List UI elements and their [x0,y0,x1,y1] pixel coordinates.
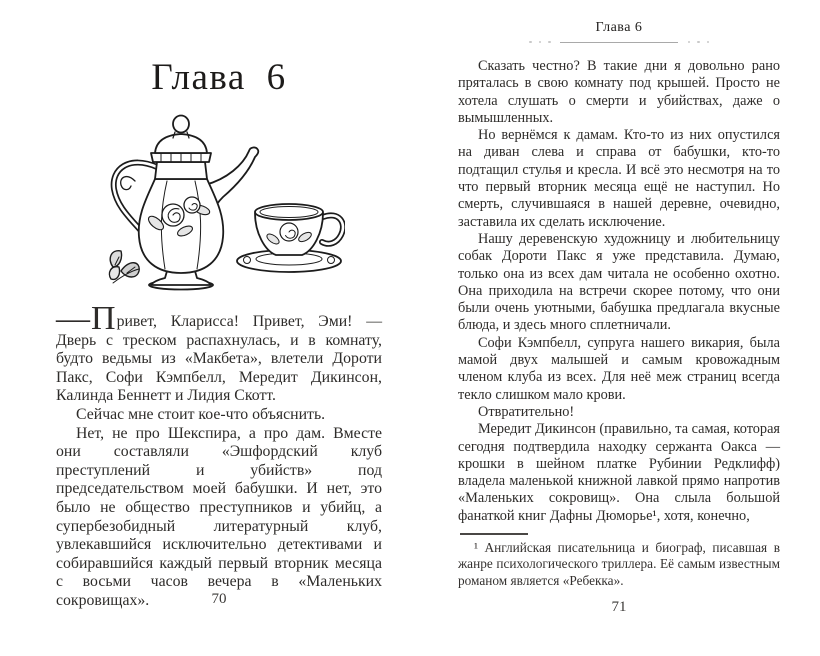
header-rule [458,39,780,45]
footnote-rule [460,533,528,535]
leaf-sprig-icon [109,251,139,283]
left-page-text [56,300,382,611]
right-page [458,0,780,656]
drop-cap: —П [56,300,117,337]
paragraph: Сказать честно? В такие дни я довольно рано пряталась в свою комнату под крышей. Просто не хотела слушать о смерти и убийствах, даже о вымышленных. [458,58,780,126]
paragraph: Сейчас мне стоит кое-что объяснить. [76,405,326,423]
footnote-block [458,533,780,590]
opening-paragraph [56,300,382,406]
teapot-teacup-svg [93,111,345,293]
paragraph: Но вернёмся к дамам. Кто-то из них опустился на диван слева и справа от бабушки, кто-то подтащил стулья и кресла. И всё это несмотря на то что первый вторник месяца ещё не наступил. Но смерть, случившаяся в нашей деревне, очевидно, заставила их сделать исключение. [458,127,780,230]
footnote-text: ¹ Английская писательница и биограф, писавшая в жанре психологического триллера. Её самым известным романом является «Ребекка». [458,539,780,589]
paragraph: Нет, не про Шекспира, а про дам. Вместе они составляли «Эшфордский клуб преступлений и убийств» под председательством моей бабушки. И нет, это было не общество преступников и убийц, а супербезобидный литературный клуб, увлекавшийся исключительно детективами и собиравшийся каждый первый вторник месяца с восьми часов вечера в «Маленьких сокровищах». [56,424,382,609]
paragraph: Нашу деревенскую художницу и любительницу собак Дороти Пакс я уже представила. Думаю, только она из всех дам читала не особенно охотно. Она приходила на встречи скорее потому, что они были очень уютными, бабушка предлагала вкусные блюда, и здесь много сплетничали. [458,230,780,334]
rule-dots-left [526,41,555,44]
chapter-title: Глава 6 [151,57,287,98]
opening-text: ривет, Кларисса! Привет, Эми! — Дверь с треском распахнулась, и в комнату, будто ведьмы из «Макбета», влетели Дороти Пакс, Софи Кэмпбелл, Мередит Дикинсон, Калинда Беннетт и Лидия Скотт. [56,313,382,405]
teapot-and-teacup-illustration [56,111,382,298]
paragraph: Софи Кэмпбелл, супруга нашего викария, была мамой двух малышей и самым кровожадным членом клуба из всех. Для неё меж страниц всегда текло слишком мало крови. [458,334,780,403]
page-number-left: 70 [211,591,227,607]
right-page-text [458,58,780,525]
rule-dots-right [684,41,713,44]
paragraph: Отвратительно! [478,403,575,420]
left-page [56,0,382,656]
paragraph: Мередит Дикинсон (правильно, та самая, которая сегодня подтвердила находку сержанта Оакса — крошки в шейном платке Рубинии Редклифф) владела маленькой книжной лавкой прямо напротив «Маленьких сокровищ». Она слыла большой фанаткой книг Дафны Дюморье¹, хотя, конечно, [458,421,780,524]
page-number-right: 71 [611,599,627,615]
rule-line [560,42,678,43]
teacup-icon [237,204,343,272]
running-header: Глава 6 [595,20,643,35]
